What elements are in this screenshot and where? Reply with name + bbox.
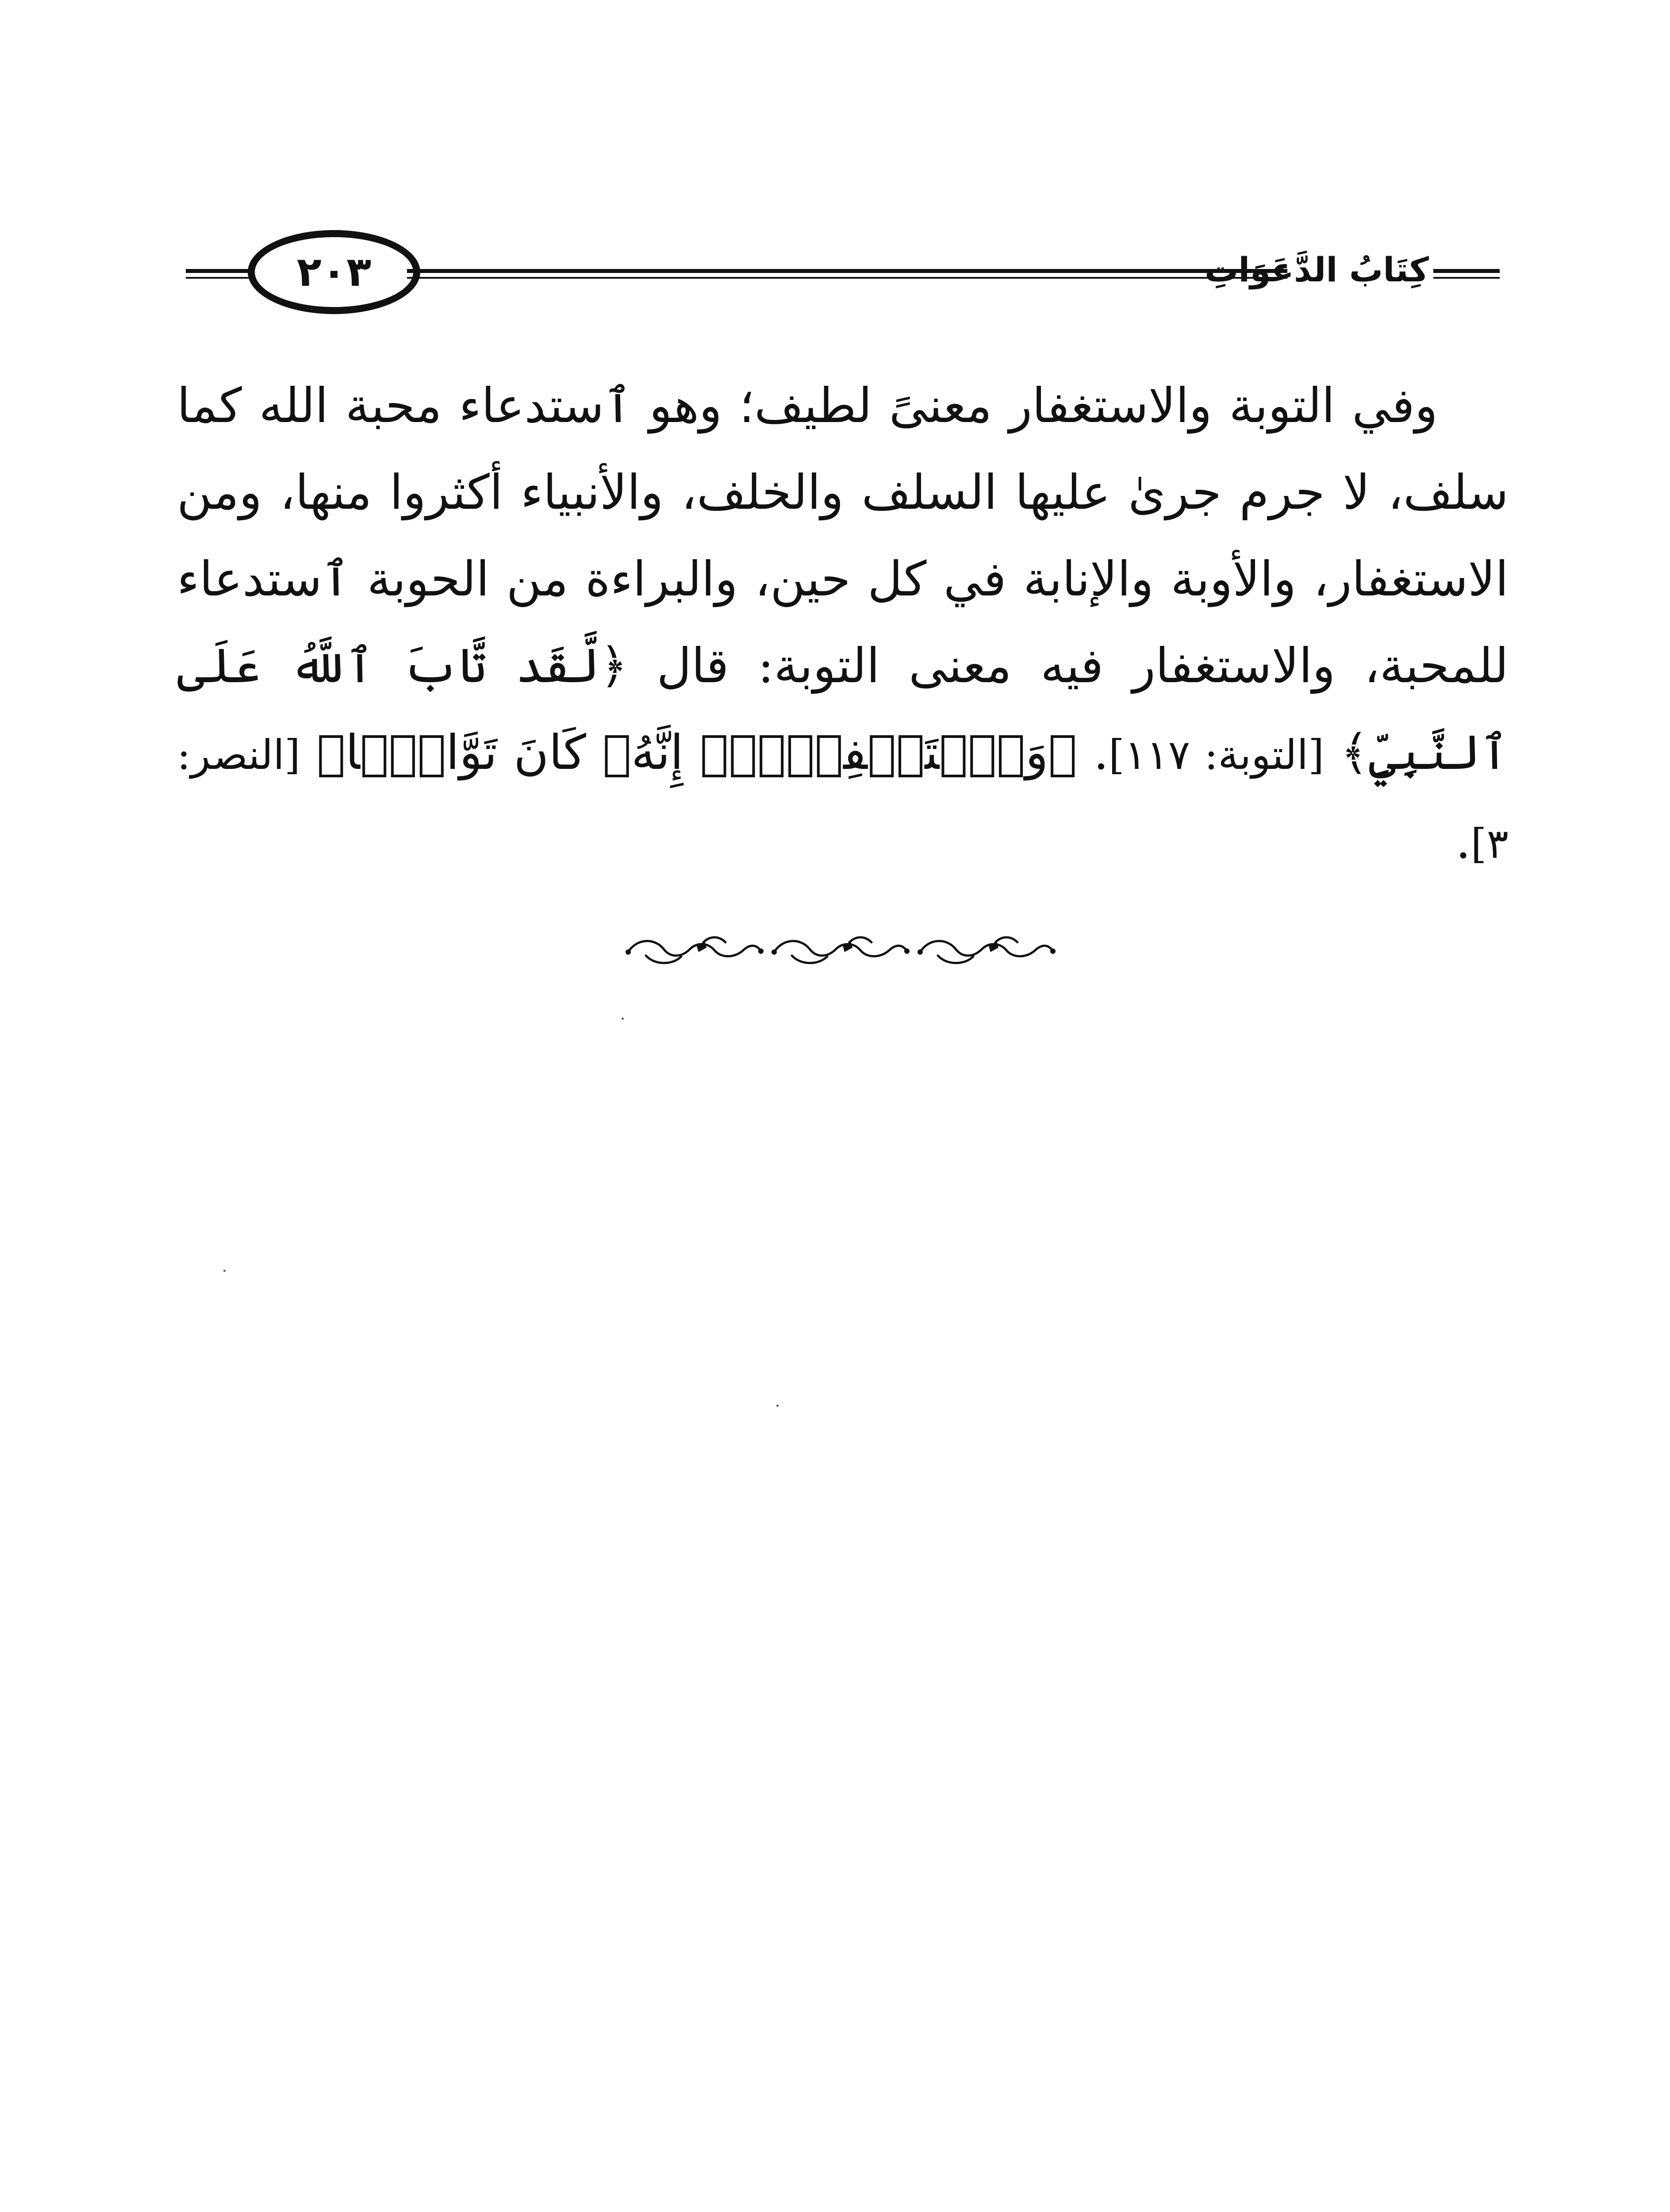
quran-quote-1: ﴿لَّقَد تَّابَ ٱللَّهُ عَلَى ٱلنَّبِيِّ﴾ [177, 638, 1509, 780]
body-line-1: وفي التوبة والاستغفار معنىً لطيف؛ وهو ٱستدعاء محبة الله [259, 378, 1438, 434]
sentence-end-mark: . [1093, 725, 1109, 780]
header-rule-middle [407, 269, 1287, 279]
body-line-2: كما سلف، لا جرم جرىٰ عليها السلف والخلف، والأنبياء أكثروا [177, 378, 1509, 520]
body-line-3: منها، ومن الاستغفار، والأوبة والإنابة في كل حين، والبراءة من [177, 465, 1509, 607]
running-title: كِتَابُ الدَّعَوَاتِ [1204, 250, 1429, 289]
page-number-badge [248, 230, 420, 314]
scan-speck [223, 1270, 226, 1272]
quran-reference-1: [التوبة: ١١٧] [1109, 731, 1324, 779]
running-header [186, 221, 1500, 323]
quran-quote-2: ﴿وَٱسۡتَغۡفِرۡهُۚ إِنَّهُۥ كَانَ تَوَّابَۢا﴾ [317, 725, 1077, 780]
quran-reference-2: [النصر: ٣] [177, 731, 1509, 868]
page-number: ٢٠٣ [296, 248, 372, 296]
body-paragraph [177, 363, 1509, 887]
scan-speck [776, 1405, 779, 1407]
floral-ornament-divider-icon [619, 925, 1062, 973]
paragraph-end-mark: . [1455, 814, 1471, 869]
header-rule-right [1433, 269, 1500, 279]
body-line-4: الحوبة ٱستدعاء للمحبة، والاستغفار فيه معنى التوبة: قال [177, 552, 1509, 694]
scan-speck [622, 1018, 624, 1020]
